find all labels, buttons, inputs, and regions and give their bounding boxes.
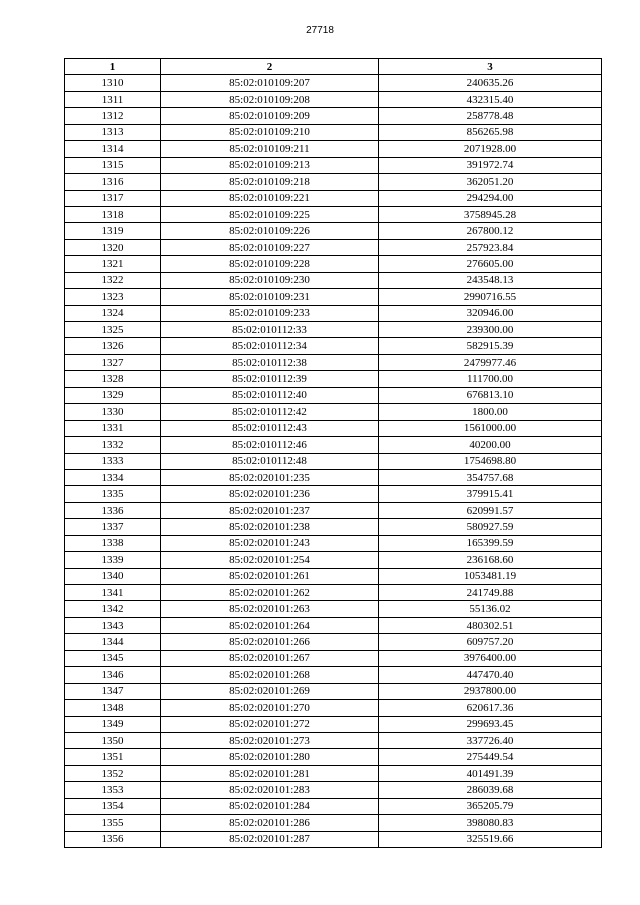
- column-header-3: 3: [379, 59, 602, 75]
- table-row: [65, 782, 602, 798]
- value-cell: 165399.59: [379, 535, 602, 551]
- table-row: [65, 289, 602, 305]
- table-row: [65, 322, 602, 338]
- table-row: [65, 601, 602, 617]
- value-cell: 267800.12: [379, 223, 602, 239]
- table-row: [65, 141, 602, 157]
- row-number-cell: 1337: [65, 519, 161, 535]
- cadastral-number-cell: 85:02:010112:46: [161, 437, 379, 453]
- row-number-cell: 1350: [65, 732, 161, 748]
- cadastral-number-cell: 85:02:010109:213: [161, 157, 379, 173]
- row-number-cell: 1344: [65, 634, 161, 650]
- table-row: [65, 469, 602, 485]
- row-number-cell: 1321: [65, 256, 161, 272]
- row-number-cell: 1314: [65, 141, 161, 157]
- header-row: [65, 59, 602, 75]
- table-row: [65, 272, 602, 288]
- cadastral-number-cell: 85:02:010112:33: [161, 322, 379, 338]
- value-cell: 275449.54: [379, 749, 602, 765]
- row-number-cell: 1345: [65, 650, 161, 666]
- cadastral-number-cell: 85:02:010112:40: [161, 387, 379, 403]
- table-row: [65, 223, 602, 239]
- row-number-cell: 1320: [65, 239, 161, 255]
- cadastral-number-cell: 85:02:010109:218: [161, 174, 379, 190]
- value-cell: 299693.45: [379, 716, 602, 732]
- cadastral-number-cell: 85:02:020101:287: [161, 831, 379, 847]
- row-number-cell: 1347: [65, 683, 161, 699]
- value-cell: 856265.98: [379, 124, 602, 140]
- cadastral-number-cell: 85:02:010109:221: [161, 190, 379, 206]
- value-cell: 276605.00: [379, 256, 602, 272]
- row-number-cell: 1356: [65, 831, 161, 847]
- table-row: [65, 716, 602, 732]
- row-number-cell: 1332: [65, 437, 161, 453]
- cadastral-number-cell: 85:02:010112:34: [161, 338, 379, 354]
- cadastral-number-cell: 85:02:010109:227: [161, 239, 379, 255]
- value-cell: 582915.39: [379, 338, 602, 354]
- cadastral-number-cell: 85:02:020101:283: [161, 782, 379, 798]
- cadastral-number-cell: 85:02:010112:48: [161, 453, 379, 469]
- table-row: [65, 667, 602, 683]
- cadastral-number-cell: 85:02:020101:235: [161, 469, 379, 485]
- row-number-cell: 1316: [65, 174, 161, 190]
- value-cell: 239300.00: [379, 322, 602, 338]
- table-row: [65, 765, 602, 781]
- cadastral-number-cell: 85:02:020101:280: [161, 749, 379, 765]
- table-row: [65, 75, 602, 91]
- table-row: [65, 256, 602, 272]
- value-cell: 1053481.19: [379, 568, 602, 584]
- table-row: [65, 585, 602, 601]
- cadastral-number-cell: 85:02:020101:268: [161, 667, 379, 683]
- cadastral-number-cell: 85:02:010109:207: [161, 75, 379, 91]
- column-header-2: 2: [161, 59, 379, 75]
- row-number-cell: 1323: [65, 289, 161, 305]
- row-number-cell: 1340: [65, 568, 161, 584]
- value-cell: 240635.26: [379, 75, 602, 91]
- row-number-cell: 1315: [65, 157, 161, 173]
- row-number-cell: 1327: [65, 354, 161, 370]
- value-cell: 294294.00: [379, 190, 602, 206]
- row-number-cell: 1312: [65, 108, 161, 124]
- cadastral-number-cell: 85:02:020101:243: [161, 535, 379, 551]
- row-number-cell: 1338: [65, 535, 161, 551]
- cadastral-number-cell: 85:02:010112:38: [161, 354, 379, 370]
- table-row: [65, 634, 602, 650]
- value-cell: 1800.00: [379, 404, 602, 420]
- cadastral-number-cell: 85:02:010109:226: [161, 223, 379, 239]
- value-cell: 391972.74: [379, 157, 602, 173]
- row-number-cell: 1342: [65, 601, 161, 617]
- row-number-cell: 1352: [65, 765, 161, 781]
- table-row: [65, 568, 602, 584]
- cadastral-number-cell: 85:02:020101:264: [161, 617, 379, 633]
- cadastral-number-cell: 85:02:010109:230: [161, 272, 379, 288]
- cadastral-number-cell: 85:02:020101:273: [161, 732, 379, 748]
- row-number-cell: 1325: [65, 322, 161, 338]
- value-cell: 2479977.46: [379, 354, 602, 370]
- table-row: [65, 157, 602, 173]
- row-number-cell: 1324: [65, 305, 161, 321]
- table-row: [65, 124, 602, 140]
- page-number: 27718: [306, 25, 334, 36]
- cadastral-number-cell: 85:02:020101:236: [161, 486, 379, 502]
- table-row: [65, 190, 602, 206]
- value-cell: 1561000.00: [379, 420, 602, 436]
- table-row: [65, 535, 602, 551]
- value-cell: 236168.60: [379, 552, 602, 568]
- value-cell: 325519.66: [379, 831, 602, 847]
- cadastral-number-cell: 85:02:020101:286: [161, 815, 379, 831]
- table-row: [65, 831, 602, 847]
- row-number-cell: 1354: [65, 798, 161, 814]
- row-number-cell: 1336: [65, 502, 161, 518]
- row-number-cell: 1341: [65, 585, 161, 601]
- table-header: [65, 59, 602, 75]
- table-row: [65, 815, 602, 831]
- row-number-cell: 1334: [65, 469, 161, 485]
- row-number-cell: 1331: [65, 420, 161, 436]
- cadastral-number-cell: 85:02:010109:231: [161, 289, 379, 305]
- cadastral-number-cell: 85:02:020101:272: [161, 716, 379, 732]
- cadastral-number-cell: 85:02:020101:262: [161, 585, 379, 601]
- value-cell: 354757.68: [379, 469, 602, 485]
- value-cell: 241749.88: [379, 585, 602, 601]
- value-cell: 2990716.55: [379, 289, 602, 305]
- table-row: [65, 732, 602, 748]
- value-cell: 257923.84: [379, 239, 602, 255]
- row-number-cell: 1313: [65, 124, 161, 140]
- cadastral-number-cell: 85:02:020101:261: [161, 568, 379, 584]
- row-number-cell: 1335: [65, 486, 161, 502]
- row-number-cell: 1348: [65, 700, 161, 716]
- table-row: [65, 683, 602, 699]
- table-row: [65, 650, 602, 666]
- value-cell: 258778.48: [379, 108, 602, 124]
- cadastral-number-cell: 85:02:010112:39: [161, 371, 379, 387]
- row-number-cell: 1330: [65, 404, 161, 420]
- cadastral-number-cell: 85:02:010109:210: [161, 124, 379, 140]
- row-number-cell: 1310: [65, 75, 161, 91]
- value-cell: 379915.41: [379, 486, 602, 502]
- table-row: [65, 453, 602, 469]
- value-cell: 676813.10: [379, 387, 602, 403]
- row-number-cell: 1317: [65, 190, 161, 206]
- table-body: [65, 75, 602, 848]
- row-number-cell: 1328: [65, 371, 161, 387]
- cadastral-number-cell: 85:02:020101:270: [161, 700, 379, 716]
- table-row: [65, 174, 602, 190]
- cadastral-number-cell: 85:02:010109:228: [161, 256, 379, 272]
- cadastral-number-cell: 85:02:010112:42: [161, 404, 379, 420]
- table-row: [65, 206, 602, 222]
- cadastral-number-cell: 85:02:020101:266: [161, 634, 379, 650]
- table-row: [65, 552, 602, 568]
- value-cell: 2937800.00: [379, 683, 602, 699]
- table-row: [65, 91, 602, 107]
- cadastral-number-cell: 85:02:010109:209: [161, 108, 379, 124]
- table-row: [65, 437, 602, 453]
- table-row: [65, 371, 602, 387]
- table-row: [65, 700, 602, 716]
- cadastral-number-cell: 85:02:010109:225: [161, 206, 379, 222]
- table-row: [65, 305, 602, 321]
- cadastral-number-cell: 85:02:010109:208: [161, 91, 379, 107]
- row-number-cell: 1343: [65, 617, 161, 633]
- value-cell: 111700.00: [379, 371, 602, 387]
- row-number-cell: 1349: [65, 716, 161, 732]
- column-header-1: 1: [65, 59, 161, 75]
- table-row: [65, 354, 602, 370]
- value-cell: 3976400.00: [379, 650, 602, 666]
- value-cell: 2071928.00: [379, 141, 602, 157]
- value-cell: 447470.40: [379, 667, 602, 683]
- cadastral-number-cell: 85:02:020101:263: [161, 601, 379, 617]
- cadastral-number-cell: 85:02:020101:284: [161, 798, 379, 814]
- row-number-cell: 1351: [65, 749, 161, 765]
- cadastral-number-cell: 85:02:010109:211: [161, 141, 379, 157]
- table-row: [65, 108, 602, 124]
- row-number-cell: 1333: [65, 453, 161, 469]
- row-number-cell: 1355: [65, 815, 161, 831]
- value-cell: 480302.51: [379, 617, 602, 633]
- table-row: [65, 486, 602, 502]
- value-cell: 40200.00: [379, 437, 602, 453]
- value-cell: 286039.68: [379, 782, 602, 798]
- cadastral-number-cell: 85:02:020101:238: [161, 519, 379, 535]
- value-cell: 398080.83: [379, 815, 602, 831]
- value-cell: 3758945.28: [379, 206, 602, 222]
- table-row: [65, 239, 602, 255]
- table-row: [65, 749, 602, 765]
- row-number-cell: 1339: [65, 552, 161, 568]
- table-row: [65, 404, 602, 420]
- cadastral-number-cell: 85:02:020101:269: [161, 683, 379, 699]
- value-cell: 401491.39: [379, 765, 602, 781]
- cadastral-number-cell: 85:02:020101:281: [161, 765, 379, 781]
- table-row: [65, 519, 602, 535]
- value-cell: 320946.00: [379, 305, 602, 321]
- row-number-cell: 1326: [65, 338, 161, 354]
- value-cell: 620617.36: [379, 700, 602, 716]
- row-number-cell: 1346: [65, 667, 161, 683]
- row-number-cell: 1322: [65, 272, 161, 288]
- value-cell: 1754698.80: [379, 453, 602, 469]
- row-number-cell: 1319: [65, 223, 161, 239]
- value-cell: 243548.13: [379, 272, 602, 288]
- table-row: [65, 420, 602, 436]
- cadastral-number-cell: 85:02:010109:233: [161, 305, 379, 321]
- table-row: [65, 387, 602, 403]
- data-table: [64, 58, 602, 848]
- value-cell: 620991.57: [379, 502, 602, 518]
- value-cell: 337726.40: [379, 732, 602, 748]
- value-cell: 609757.20: [379, 634, 602, 650]
- table-row: [65, 617, 602, 633]
- cadastral-number-cell: 85:02:020101:237: [161, 502, 379, 518]
- value-cell: 432315.40: [379, 91, 602, 107]
- table-row: [65, 798, 602, 814]
- row-number-cell: 1353: [65, 782, 161, 798]
- cadastral-number-cell: 85:02:020101:254: [161, 552, 379, 568]
- value-cell: 362051.20: [379, 174, 602, 190]
- table-row: [65, 338, 602, 354]
- value-cell: 55136.02: [379, 601, 602, 617]
- row-number-cell: 1311: [65, 91, 161, 107]
- cadastral-number-cell: 85:02:010112:43: [161, 420, 379, 436]
- row-number-cell: 1329: [65, 387, 161, 403]
- cadastral-number-cell: 85:02:020101:267: [161, 650, 379, 666]
- value-cell: 580927.59: [379, 519, 602, 535]
- value-cell: 365205.79: [379, 798, 602, 814]
- table-row: [65, 502, 602, 518]
- row-number-cell: 1318: [65, 206, 161, 222]
